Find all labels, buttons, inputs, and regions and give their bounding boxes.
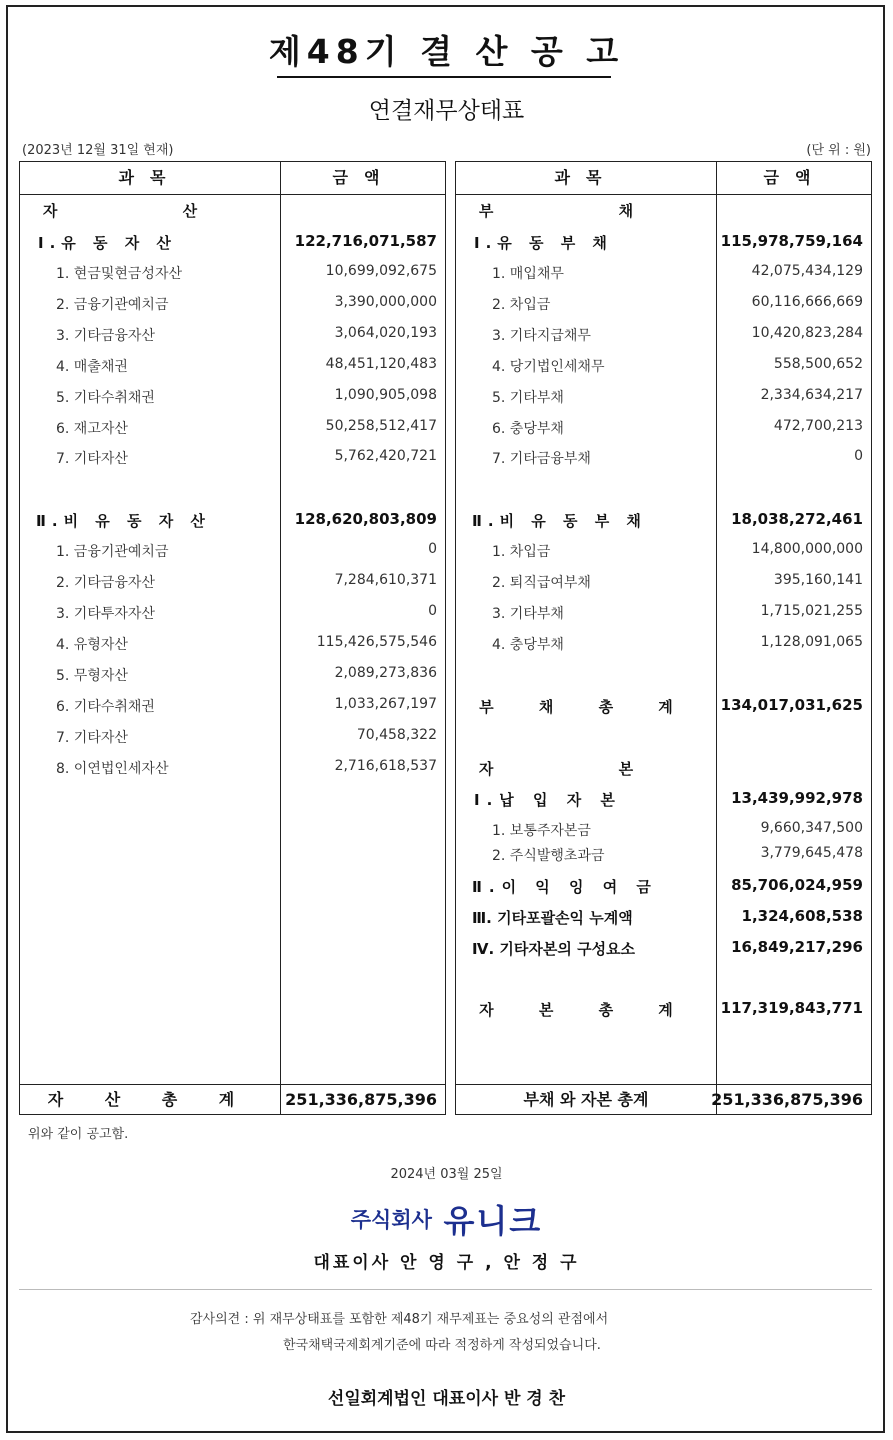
asset-item-amount: 1,090,905,098 xyxy=(334,387,437,403)
audit-opinion-line-2: 한국채택국제회계기준에 따라 적정하게 작성되었습니다. xyxy=(283,1338,601,1353)
liability-item-label: 5. 기타부채 xyxy=(492,390,564,406)
asset-item-amount: 48,451,120,483 xyxy=(325,356,437,372)
asset-item-amount: 2,089,273,836 xyxy=(334,665,437,681)
statement-title: 연결재무상태표 xyxy=(368,98,525,124)
asset-item-label: 6. 기타수취채권 xyxy=(56,699,155,715)
asset-item-amount: 3,064,020,193 xyxy=(334,325,437,341)
paid-in-capital-label: Ⅰ.납 입 자 본 xyxy=(474,791,622,809)
liability-item-amount: 14,800,000,000 xyxy=(751,541,863,557)
liability-item-label: 2. 차입금 xyxy=(492,297,551,313)
column-header-amount: 금액 xyxy=(763,168,827,187)
paid-in-capital-total: 13,439,992,978 xyxy=(731,789,863,807)
liability-item-amount: 1,715,021,255 xyxy=(760,603,863,619)
liability-item-amount: 1,128,091,065 xyxy=(760,634,863,650)
announcement-note: 위와 같이 공고함. xyxy=(28,1127,129,1142)
column-header-item: 과목 xyxy=(554,168,618,187)
noncurrent-assets-total: 128,620,803,809 xyxy=(294,510,437,528)
liability-item-label: 6. 충당부채 xyxy=(492,421,564,437)
ceo-line: 대표이사 안 영 구 , 안 정 구 xyxy=(313,1253,580,1273)
liabilities-heading: 부 채 xyxy=(478,202,694,220)
noncurrent-liabilities-total: 18,038,272,461 xyxy=(731,510,863,528)
asset-item-label: 7. 기타자산 xyxy=(56,451,128,467)
company-prefix: 주식회사 xyxy=(350,1208,432,1232)
asset-item-amount: 70,458,322 xyxy=(356,727,437,743)
title-underline xyxy=(277,76,611,78)
liability-item-amount: 0 xyxy=(854,448,863,464)
liability-item-label: 2. 퇴직급여부채 xyxy=(492,575,591,591)
aoci-label: Ⅲ. 기타포괄손익 누계액 xyxy=(472,909,633,927)
retained-earnings-label: Ⅱ.이 익 잉 여 금 xyxy=(472,878,658,896)
total-assets-label: 자 산 총 계 xyxy=(47,1090,253,1109)
equity-item-label: 1. 보통주자본금 xyxy=(492,823,591,839)
equity-item-label: 2. 주식발행초과금 xyxy=(492,848,605,864)
auditor-signature: 선일회계법인 대표이사 반 경 찬 xyxy=(327,1389,566,1409)
asset-item-label: 1. 금융기관예치금 xyxy=(56,544,169,560)
asset-item-label: 1. 현금및현금성자산 xyxy=(56,266,182,282)
assets-table xyxy=(19,161,446,1115)
liability-item-amount: 395,160,141 xyxy=(773,572,863,588)
column-header-item: 과목 xyxy=(118,168,182,187)
liability-item-amount: 558,500,652 xyxy=(773,356,863,372)
total-liabilities-label: 부 채 총 계 xyxy=(479,698,693,716)
total-liabilities-amount: 134,017,031,625 xyxy=(720,696,863,714)
other-equity-amount: 16,849,217,296 xyxy=(731,938,863,956)
column-divider xyxy=(280,162,281,1114)
liability-item-label: 1. 매입채무 xyxy=(492,266,564,282)
asset-item-label: 6. 재고자산 xyxy=(56,421,128,437)
aoci-amount: 1,324,608,538 xyxy=(741,907,863,925)
asset-item-label: 2. 기타금융자산 xyxy=(56,575,155,591)
liability-item-amount: 472,700,213 xyxy=(773,418,863,434)
header-rule xyxy=(456,194,871,195)
liability-item-label: 3. 기타부채 xyxy=(492,606,564,622)
current-liabilities-total: 115,978,759,164 xyxy=(720,232,863,250)
page-title: 제48기 결 산 공 고 xyxy=(268,32,625,71)
asset-item-amount: 2,716,618,537 xyxy=(334,758,437,774)
company-name: 유니크 xyxy=(443,1202,543,1240)
current-assets-total: 122,716,071,587 xyxy=(294,232,437,250)
total-liab-equity-label: 부채 와 자본 총계 xyxy=(523,1090,649,1109)
header-rule xyxy=(20,194,445,195)
asset-item-amount: 0 xyxy=(428,541,437,557)
asset-item-label: 3. 기타투자자산 xyxy=(56,606,155,622)
liability-item-amount: 10,420,823,284 xyxy=(751,325,863,341)
total-assets-amount: 251,336,875,396 xyxy=(285,1090,437,1109)
column-header-amount: 금액 xyxy=(332,168,396,187)
announcement-date: 2024년 03월 25일 xyxy=(390,1167,503,1182)
asset-item-label: 4. 매출채권 xyxy=(56,359,128,375)
liability-item-label: 7. 기타금융부채 xyxy=(492,451,591,467)
asset-item-amount: 0 xyxy=(428,603,437,619)
asset-item-amount: 5,762,420,721 xyxy=(334,448,437,464)
unit-label: (단 위 : 원) xyxy=(806,143,871,158)
liabilities-equity-table xyxy=(455,161,872,1115)
equity-item-amount: 3,779,645,478 xyxy=(760,845,863,861)
asset-item-label: 8. 이연법인세자산 xyxy=(56,761,169,777)
company-logo xyxy=(0,1196,893,1242)
equity-item-amount: 9,660,347,500 xyxy=(760,820,863,836)
asset-item-amount: 7,284,610,371 xyxy=(334,572,437,588)
retained-earnings-amount: 85,706,024,959 xyxy=(731,876,863,894)
asset-item-amount: 50,258,512,417 xyxy=(325,418,437,434)
equity-heading: 자 본 xyxy=(478,760,694,778)
asset-item-amount: 3,390,000,000 xyxy=(334,294,437,310)
column-divider xyxy=(716,162,717,1114)
asset-item-amount: 1,033,267,197 xyxy=(334,696,437,712)
liability-item-label: 1. 차입금 xyxy=(492,544,551,560)
current-assets-label: Ⅰ.유 동 자 산 xyxy=(38,234,177,252)
liability-item-label: 4. 당기법인세채무 xyxy=(492,359,605,375)
asset-item-label: 5. 기타수취채권 xyxy=(56,390,155,406)
liability-item-label: 3. 기타지급채무 xyxy=(492,328,591,344)
asset-item-label: 3. 기타금융자산 xyxy=(56,328,155,344)
asset-item-label: 2. 금융기관예치금 xyxy=(56,297,169,313)
asset-item-label: 5. 무형자산 xyxy=(56,668,128,684)
asset-item-label: 7. 기타자산 xyxy=(56,730,128,746)
total-equity-label: 자 본 총 계 xyxy=(479,1001,693,1019)
noncurrent-assets-label: Ⅱ.비 유 동 자 산 xyxy=(36,512,211,530)
other-equity-label: Ⅳ. 기타자본의 구성요소 xyxy=(472,940,636,958)
liability-item-amount: 42,075,434,129 xyxy=(751,263,863,279)
as-of-date: (2023년 12월 31일 현재) xyxy=(22,143,174,158)
assets-heading: 자 산 xyxy=(42,202,258,220)
asset-item-amount: 10,699,092,675 xyxy=(325,263,437,279)
total-liab-equity-amount: 251,336,875,396 xyxy=(711,1090,863,1109)
total-equity-amount: 117,319,843,771 xyxy=(720,999,863,1017)
asset-item-label: 4. 유형자산 xyxy=(56,637,128,653)
noncurrent-liabilities-label: Ⅱ.비 유 동 부 채 xyxy=(472,512,647,530)
current-liabilities-label: Ⅰ.유 동 부 채 xyxy=(474,234,613,252)
footer-divider xyxy=(19,1289,872,1290)
audit-opinion-line-1: 감사의견 : 위 재무상태표를 포함한 제48기 재무제표는 중요성의 관점에서 xyxy=(190,1312,609,1327)
liability-item-amount: 2,334,634,217 xyxy=(760,387,863,403)
liability-item-amount: 60,116,666,669 xyxy=(751,294,863,310)
asset-item-amount: 115,426,575,546 xyxy=(316,634,437,650)
liability-item-label: 4. 충당부채 xyxy=(492,637,564,653)
